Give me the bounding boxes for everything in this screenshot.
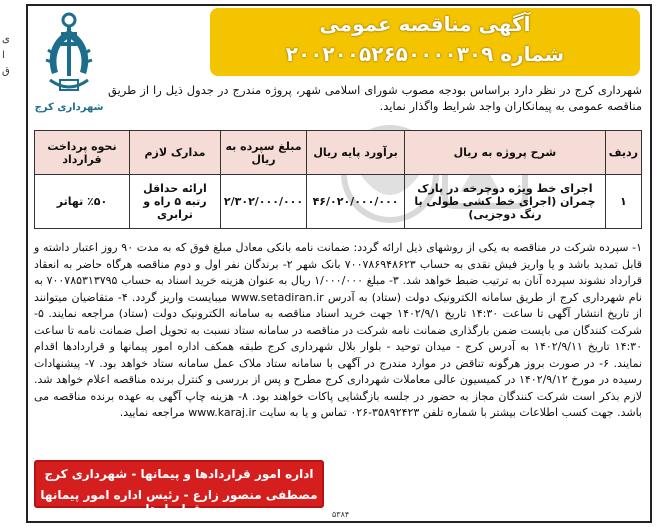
edge-char: ا <box>2 50 5 61</box>
karaj-logo <box>34 10 104 122</box>
header-documents: مدارک لازم <box>129 131 220 175</box>
row-index: ۱ <box>605 175 641 229</box>
conditions-paragraph: ۱- سپرده شرکت در مناقصه به یکی از روشهای ذیل ارائه گردد: ضمانت نامه بانکی معادل مبلغ فوق که به مدت ۹۰ روز اعتبار داشته و قابل تمدید باشد و یا واریز فیش نقدی به حساب ۷۰۰۷۸۶۹۴۸۶۲۳ بانک شهر ۲- برندگان نفر اول و دوم مناقصه هرگاه حاضر به انعقاد قرارداد نشوند سپرده آنان به ترتیب ضبط خواهد شد. ۳- مبلغ ۱/۰۰۰/۰۰۰ ریال به عنوان هزینه خرید اسناد به حساب ۷۰۰۷۸۵۳۱۳۷۹۵ به نام شهرداری کرج از طریق سامانه الکترونیک دولت (ستاد) به آدرس www.setadiran.ir میبایست واریز گردد. ۴- متقاضیان میتوانند از تاریخ انتشار آگهی تا ساعت ۱۴:۳۰ تاریخ ۱۴۰۲/۹/۱ جهت خرید اسناد مناقصه به سامانه الکترونیک دولت (ستاد) مراجعه نمایند. ۵- شرکت کنندگان می بایست ضمن بارگذاری ضمانت نامه شرکت در مناقصه در سامانه ستاد نسبت به تحویل اصل ضمانت نامه تا ساعت ۱۴:۳۰ تاریخ ۱۴۰۲/۹/۱۱ به آدرس کرج - میدان توحید - بلوار بلال شهرداری کرج طبقه همکف اداره امور پیمانها و قراردادها اقدام نمایند. ۶- در صورت بروز هرگونه تناقض در موارد مندرج در آگهی با سامانه ستاد ملاک عمل سامانه ستاد خواهد بود. ۷- پیشنهادات رسیده در مورخ ۱۴۰۲/۹/۱۲ در کمیسیون عالی معاملات شهرداری کرج مطرح و پس از بررسی و کنترل برنده مناقصه اعلام خواهد شد. لازم بذکر است شرکت کنندگان مجاز به حضور در جلسه بازگشایی پاکات خواهند بود. ۸- هزینه چاپ آگهی به عهده برنده مناقصه می باشد. جهت کسب اطلاعات بیشتر با شماره تلفن ۳۵۸۹۲۴۲۳-۰۲۶ تماس و یا به سایت www.karaj.ir مراجعه نمایید. <box>34 241 643 419</box>
row-description: اجرای خط ویژه دوچرخه در پارک چمران (اجرای خط کشی طولی با رنگ دوجزیی) <box>405 175 606 229</box>
edge-char: ق <box>2 66 10 77</box>
logo-caption: شهرداری کرج <box>34 102 104 113</box>
row-base-estimate: ۴۶/۰۲۰/۰۰۰/۰۰۰ <box>307 175 405 229</box>
karaj-emblem-icon <box>38 10 100 100</box>
intro-paragraph: شهرداری کرج در نظر دارد براساس بودجه مصوب شورای اسلامی شهر، پروژه مندرج در جدول ذیل را از طریق مناقصه عمومی به پیمانکاران واجد شرایط واگذار نماید. <box>108 83 642 113</box>
signature-person: مصطفی منصور زارع - رئیس اداره امور پیمانها و قراردادها <box>40 488 318 516</box>
title-banner <box>210 8 640 76</box>
edge-char: ی <box>2 34 10 45</box>
header-payment: نحوه پرداخت قرارداد <box>35 131 130 175</box>
header-deposit: مبلغ سپرده به ریال <box>220 131 306 175</box>
table-row <box>35 175 642 229</box>
signature-department: اداره امور قراردادها و پیمانها - شهرداری کرج <box>44 467 314 481</box>
announcement-title: آگهی مناقصه عمومی <box>319 12 531 36</box>
table-header-row <box>35 131 642 175</box>
row-deposit: ۲/۳۰۲/۰۰۰/۰۰۰ <box>220 175 306 229</box>
signature-box <box>34 460 324 516</box>
row-payment: ٪۵۰ تهاتر <box>35 175 130 229</box>
footer-number: ۵۳۸۴ <box>332 510 350 519</box>
header-base-estimate: برآورد پایه ریال <box>307 131 405 175</box>
header-description: شرح پروژه به ریال <box>405 131 606 175</box>
tender-table <box>34 130 642 229</box>
row-documents: ارائه حداقل رتبه ۵ راه و ترابری <box>129 175 220 229</box>
tender-number: شماره ۲۰۰۲۰۰۵۲۶۵۰۰۰۰۳۰۹ <box>285 42 565 66</box>
header-index: ردیف <box>605 131 641 175</box>
